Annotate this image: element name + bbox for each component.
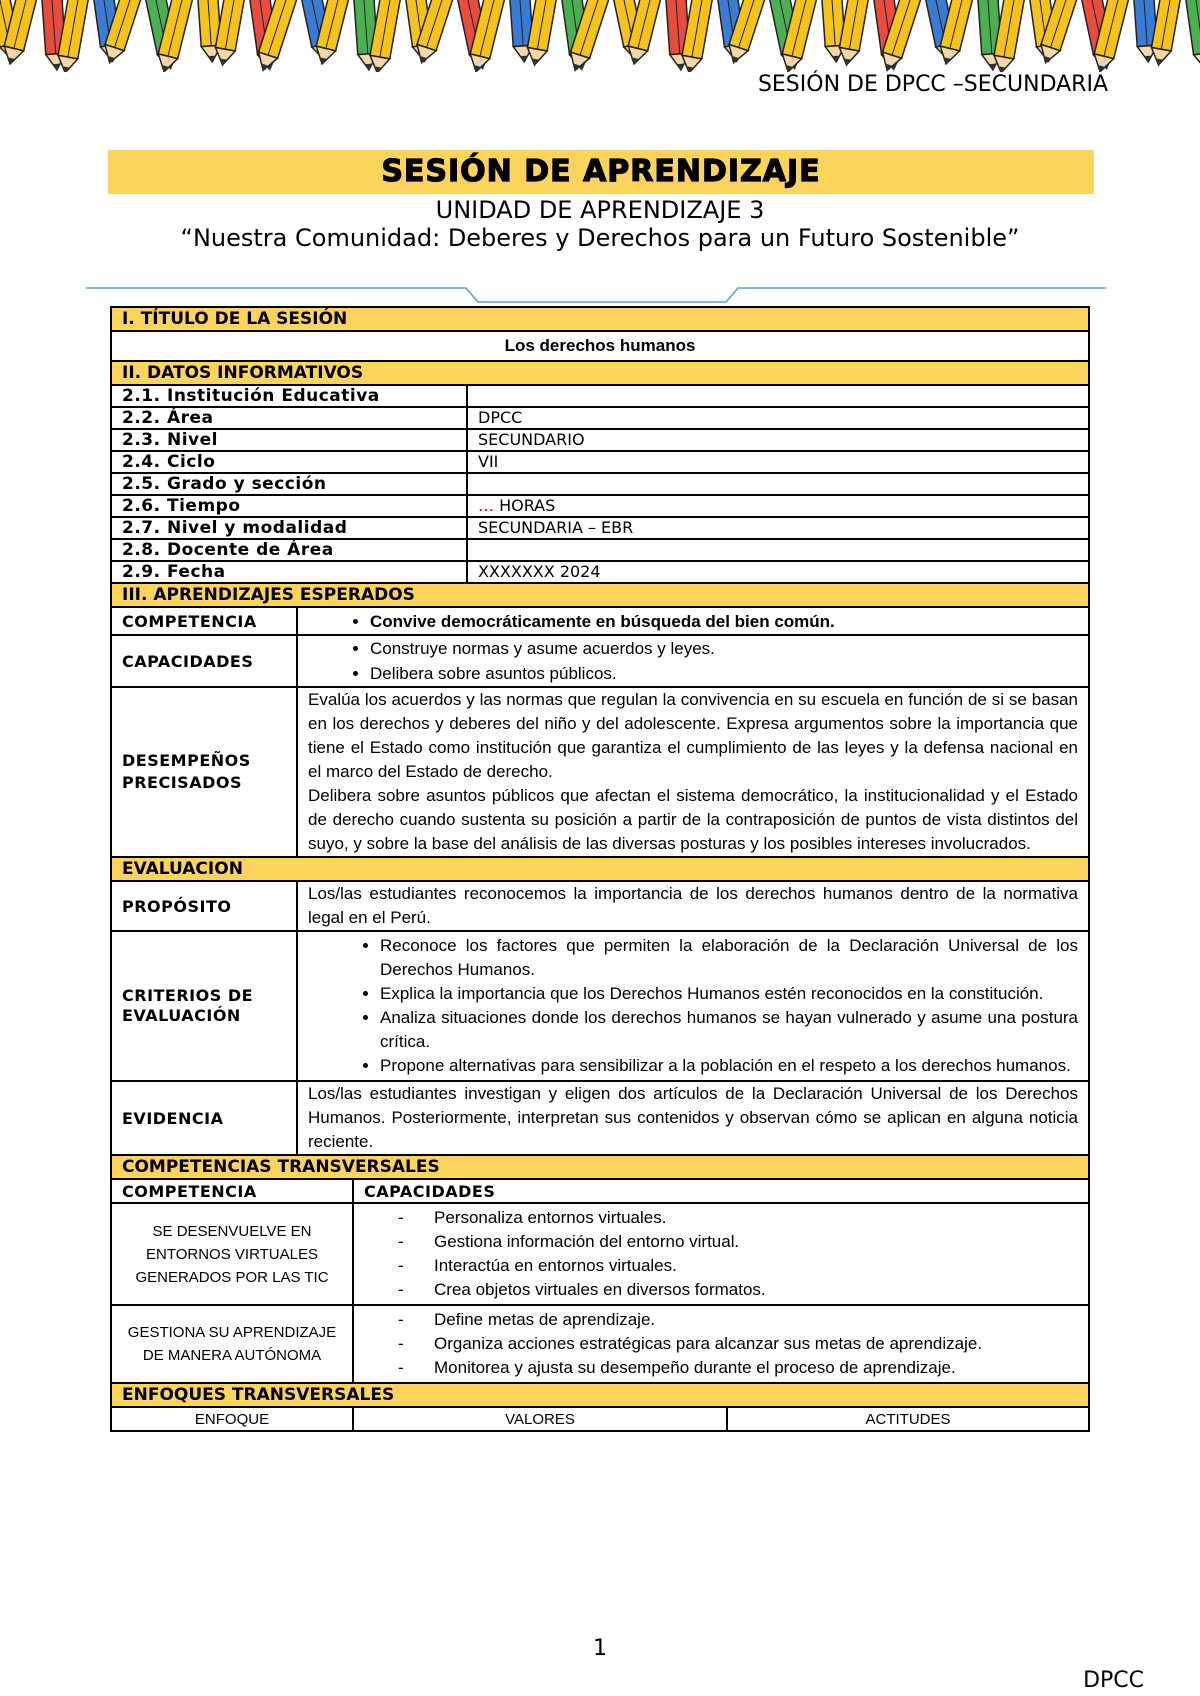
info-value: SECUNDARIO [467,429,1089,451]
info-row [111,473,1089,495]
transversal-row [111,1203,1089,1305]
capacidad-item: - Gestiona información del entorno virtual. [434,1230,1088,1254]
info-row [111,539,1089,561]
capacidad-item: • Delibera sobre asuntos públicos. [370,661,1088,686]
competencia-line: GENERADOS POR LAS TIC [135,1268,329,1286]
criterios-label-line: CRITERIOS DE [122,986,254,1005]
section-aprendizajes-row [111,583,1089,607]
section-heading: II. DATOS INFORMATIVOS [111,361,1089,385]
evidencia-row [111,1081,1089,1155]
criterio-item: • Propone alternativas para sensibilizar a la población en el respeto a los derechos humanos. [380,1054,1078,1078]
info-label: 2.5. Grado y sección [111,473,467,495]
info-row [111,517,1089,539]
proposito-row [111,881,1089,931]
capacidad-item: - Crea objetos virtuales en diversos formatos. [434,1278,1088,1302]
info-value: VII [467,451,1089,473]
section-title-row [111,307,1089,331]
desempeno-text: Delibera sobre asuntos públicos que afectan el sistema democrático, la institucionalidad y el Estado de derecho cuando sustenta su posición a partir de la contraposición de puntos de vista distintos del suyo, y sobre la base del análisis de las diversas posturas y los posibles intereses involucrados. [308,786,1079,853]
criterio-item: • Reconoce los factores que permiten la elaboración de la Declaración Universal de los Derechos Humanos. [380,934,1078,982]
criterios-label [111,931,297,1081]
capacidad-item: - Personaliza entornos virtuales. [434,1206,1088,1230]
desempenos-label-line: PRECISADOS [122,773,242,792]
criterios-cell [297,931,1089,1081]
capacidad-item: - Monitorea y ajusta su desempeño durante el proceso de aprendizaje. [434,1356,1088,1380]
column-header: VALORES [353,1407,727,1431]
info-value [467,539,1089,561]
info-value: DPCC [467,407,1089,429]
capacidad-item: - Organiza acciones estratégicas para alcanzar sus metas de aprendizaje. [434,1332,1088,1356]
section-info-row [111,361,1089,385]
header-label: SESIÓN DE DPCC –SECUNDARIA [757,72,1108,97]
transversal-capacidades [353,1203,1089,1305]
section-heading: I. TÍTULO DE LA SESIÓN [111,307,1089,331]
criterio-item: • Explica la importancia que los Derechos Humanos estén reconocidos en la constitución. [380,982,1078,1006]
competencia-row [111,607,1089,635]
criterio-item: • Analiza situaciones donde los derechos humanos se hayan vulnerado y asume una postura crítica. [380,1006,1078,1054]
section-transversales-row [111,1155,1089,1179]
competencia-text: • Convive democráticamente en búsqueda del bien común. [370,609,1088,634]
column-header: CAPACIDADES [353,1179,1089,1203]
criterios-label-line: EVALUACIÓN [122,1006,241,1025]
enfoques-header-row [111,1407,1089,1431]
column-header: COMPETENCIA [111,1179,353,1203]
desempenos-cell [297,687,1089,857]
info-value [467,385,1089,407]
competencia-line: GESTIONA SU APRENDIZAJE [127,1324,337,1341]
session-title-row [111,331,1089,361]
info-row [111,407,1089,429]
section-heading: ENFOQUES TRANSVERSALES [111,1383,1089,1407]
competencia-line: ENTORNOS VIRTUALES [146,1245,318,1263]
info-label: 2.8. Docente de Área [111,539,467,561]
info-label: 2.9. Fecha [111,561,467,583]
pencil-border-decoration [0,0,1200,72]
column-header: ENFOQUE [111,1407,353,1431]
desempenos-label [111,687,297,857]
info-value: XXXXXXX 2024 [467,561,1089,583]
competencia-cell [297,607,1089,635]
evidencia-text: Los/las estudiantes investigan y eligen dos artículos de la Declaración Universal de los Derechos Humanos. Posteriormente, interpretan sus contenidos y observan cómo se aplican en alguna noticia reciente. [297,1081,1089,1155]
session-table [110,306,1090,1432]
capacidad-item: - Define metas de aprendizaje. [434,1308,1088,1332]
info-row [111,429,1089,451]
evidencia-label: EVIDENCIA [111,1081,297,1155]
divider-line [86,278,1106,308]
desempeno-text: Evalúa los acuerdos y las normas que regulan la convivencia en su escuela en función de si se basan en los derechos y deberes del niño y del adolescente. Expresa argumentos sobre la importancia que tiene el Estado como institución que garantiza el cumplimiento de las leyes y la defensa nacional en el marco del Estado de derecho. [308,690,1079,781]
info-label: 2.6. Tiempo [111,495,467,517]
info-value [467,495,1089,517]
capacidades-cell [297,635,1089,687]
capacidades-row [111,635,1089,687]
proposito-text: Los/las estudiantes reconocemos la importancia de los derechos humanos dentro de la normativa legal en el Perú. [297,881,1089,931]
competencia-line: SE DESENVUELVE EN [152,1222,312,1240]
desempenos-row [111,687,1089,857]
transversal-capacidades [353,1305,1089,1383]
capacidad-item: - Interactúa en entornos virtuales. [434,1254,1088,1278]
transversal-competencia [111,1203,353,1305]
section-heading: EVALUACION [111,857,1089,881]
section-enfoques-row [111,1383,1089,1407]
proposito-label: PROPÓSITO [111,881,297,931]
info-label: 2.3. Nivel [111,429,467,451]
session-title: Los derechos humanos [111,331,1089,361]
transversal-row [111,1305,1089,1383]
unit-title: UNIDAD DE APRENDIZAJE 3 [435,196,765,224]
time-placeholder: … [478,496,494,515]
competencia-line: DE MANERA AUTÓNOMA [142,1347,322,1364]
info-row [111,561,1089,583]
unit-name: “Nuestra Comunidad: Deberes y Derechos para un Futuro Sostenible” [180,224,1020,252]
capacidad-item: • Construye normas y asume acuerdos y leyes. [370,636,1088,661]
page-number: 1 [593,1636,607,1661]
section-heading: III. APRENDIZAJES ESPERADOS [111,583,1089,607]
transversal-competencia [111,1305,353,1383]
section-heading: COMPETENCIAS TRANSVERSALES [111,1155,1089,1179]
info-value: SECUNDARIA – EBR [467,517,1089,539]
section-evaluacion-row [111,857,1089,881]
criterios-row [111,931,1089,1081]
desempenos-label-line: DESEMPEÑOS [122,751,251,770]
page-title: SESIÓN DE APRENDIZAJE [381,154,821,189]
transversales-header-row [111,1179,1089,1203]
info-row [111,451,1089,473]
footer-label: DPCC [1083,1668,1144,1693]
info-row [111,385,1089,407]
column-header: ACTITUDES [727,1407,1089,1431]
info-value [467,473,1089,495]
info-label: 2.1. Institución Educativa [111,385,467,407]
capacidades-label: CAPACIDADES [111,635,297,687]
info-label: 2.7. Nivel y modalidad [111,517,467,539]
time-unit: HORAS [494,496,556,515]
info-label: 2.4. Ciclo [111,451,467,473]
info-row [111,495,1089,517]
competencia-label: COMPETENCIA [111,607,297,635]
info-label: 2.2. Área [111,407,467,429]
title-band [108,150,1094,194]
